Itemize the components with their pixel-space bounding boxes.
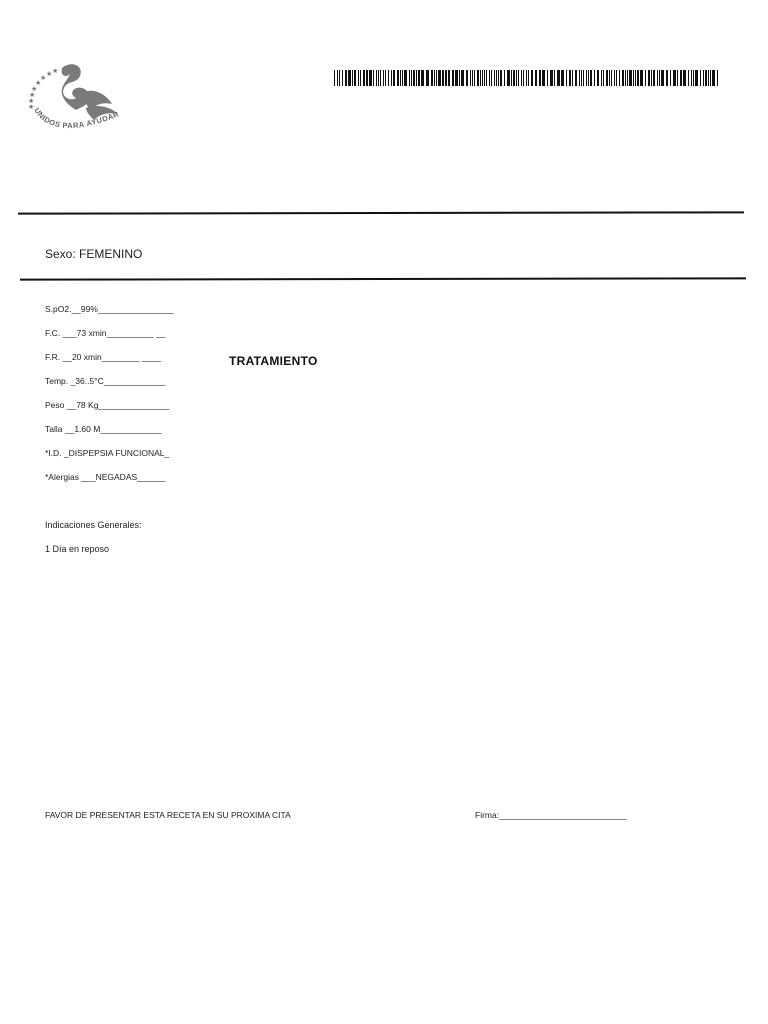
svg-text:★: ★ xyxy=(28,103,35,111)
logo-figure-icon xyxy=(62,64,118,120)
vital-fr xyxy=(45,352,161,362)
footer-note: FAVOR DE PRESENTAR ESTA RECETA EN SU PROXIMA CITA xyxy=(45,810,291,820)
svg-text:★: ★ xyxy=(28,97,35,105)
vital-value: __99%________________ xyxy=(71,304,174,314)
vital-label: F.C. xyxy=(45,328,61,338)
indicaciones-title: Indicaciones Generales: xyxy=(45,520,142,530)
indicacion-item: 1 Día en reposo xyxy=(45,544,110,554)
logo xyxy=(24,58,136,142)
firma-label: Firma: xyxy=(475,810,500,820)
vital-value: ___NEGADAS______ xyxy=(81,472,166,482)
tratamiento-heading: TRATAMIENTO xyxy=(229,354,318,368)
barcode xyxy=(332,70,722,86)
divider-bottom xyxy=(20,277,746,280)
logo-stars-icon xyxy=(28,67,58,111)
vital-value: _36..5°C_____________ xyxy=(70,376,166,386)
svg-text:★: ★ xyxy=(40,74,47,82)
vital-label: F.R. xyxy=(45,352,61,362)
vital-label: S.pO2. xyxy=(45,304,72,314)
sexo-field: Sexo: FEMENINO xyxy=(45,247,143,261)
firma-field xyxy=(475,810,627,820)
svg-text:★: ★ xyxy=(46,70,53,78)
vital-alergias xyxy=(45,472,166,482)
vital-talla xyxy=(45,424,162,434)
vital-value: __1.60 M_____________ xyxy=(64,424,162,434)
svg-text:★: ★ xyxy=(52,67,59,75)
vital-temp xyxy=(45,376,165,386)
vital-value: ___73 xmin__________ __ xyxy=(62,328,166,338)
vital-label: Peso xyxy=(45,400,65,410)
vital-spo2 xyxy=(45,304,174,314)
vital-value: __78 Kg_______________ xyxy=(66,400,170,410)
vital-value: __20 xmin________ ____ xyxy=(62,352,161,362)
vital-label: *I.D. xyxy=(45,448,62,458)
logo-text: UNIDOS PARA AYUDAR xyxy=(32,106,121,131)
svg-text:★: ★ xyxy=(35,79,42,87)
vital-id xyxy=(45,448,169,458)
firma-line: ___________________________ xyxy=(499,810,627,820)
divider-top xyxy=(18,211,744,214)
vital-label: Temp. xyxy=(45,376,69,386)
svg-text:★: ★ xyxy=(29,91,36,99)
vital-fc xyxy=(45,328,166,338)
vital-label: *Alergias xyxy=(45,472,80,482)
vital-label: Talla xyxy=(45,424,63,434)
barcode-icon xyxy=(332,70,722,86)
vital-value: _DISPEPSIA FUNCIONAL_ xyxy=(63,448,170,458)
svg-text:★: ★ xyxy=(31,85,38,93)
vital-peso xyxy=(45,400,169,410)
